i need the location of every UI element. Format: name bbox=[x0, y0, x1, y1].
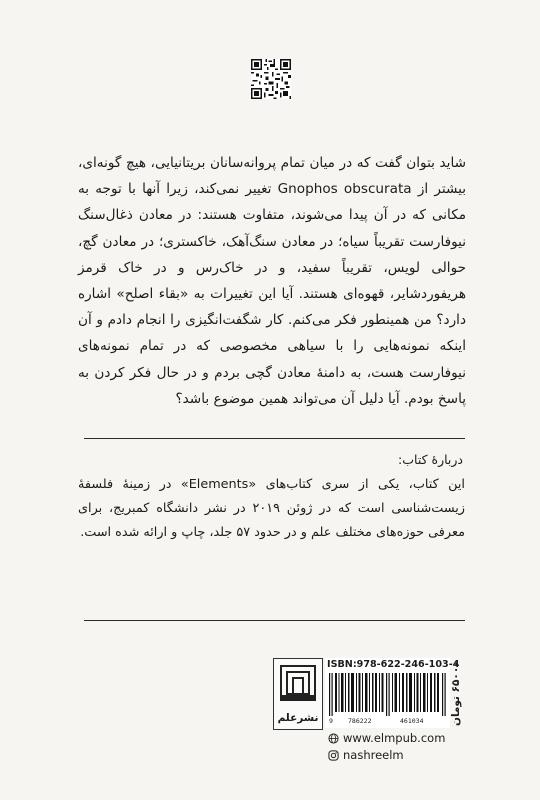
barcode-digits-right: 461034 bbox=[400, 717, 424, 725]
about-book-text: این کتاب، یکی از سری کتاب‌های «Elements» در زمینهٔ فلسفهٔ زیست‌شناسی است که در ژوئن ۲۰۱۹ در نشر دانشگاه کمبریج، برای معرفی حوزه‌های مختلف علم و در حدود ۵۷ جلد، چاپ و ارائه شده است. bbox=[78, 477, 465, 540]
publisher-logo-icon bbox=[280, 665, 316, 701]
back-cover-blurb: شاید بتوان گفت که در میان تمام پروانه‌سانان بریتانیایی، هیچ گونه‌ای، بیشتر از Gnophos obscurata تغییر نمی‌کند، زیرا آنها با توجه به مکانی که در آن پیدا می‌شوند، متفاوت هستند: در معادن ذغال‌سنگ نیوفارست تقریباً سیاه؛ در معادن سنگ‌آهک، خاکستری؛ در معادن گچ، حوالی لویس، تقریباً سفید، و در خاک‌رس و در خاک قرمز هریفوردشایر، قهوه‌ای هستند. آیا این تغییرات به «بقاء اصلح» اشاره دارد؟ من همینطور فکر می‌کنم. کار شگفت‌انگیزی را انجام دادم و آن اینکه نمونه‌هایی را با سیاهی مخصوصی که در تمام نمونه‌های نیوفارست هست، به دامنهٔ معادن گچی بردم و در حال فکر کردن به پاسخ بودم. آیا دلیل آن می‌تواند همین موضوع باشد؟ bbox=[78, 155, 466, 407]
website-url: www.elmpub.com bbox=[343, 731, 446, 745]
barcode-bars bbox=[329, 673, 447, 716]
section-divider bbox=[84, 620, 465, 621]
globe-icon bbox=[328, 733, 339, 744]
qr-code-icon bbox=[251, 59, 291, 99]
about-book-heading: دربارهٔ کتاب: bbox=[398, 452, 463, 467]
section-divider bbox=[84, 438, 465, 439]
instagram-icon bbox=[328, 750, 339, 761]
website-row bbox=[328, 730, 445, 746]
price-label: ۶۵۰۰۰ تومان bbox=[450, 660, 462, 726]
publisher-name: نشرعلم bbox=[277, 712, 319, 724]
barcode-digits bbox=[329, 717, 448, 727]
isbn-number: ISBN:978-622-246-103-4 bbox=[327, 659, 460, 670]
publisher-logo bbox=[273, 658, 323, 730]
instagram-row bbox=[328, 747, 404, 763]
instagram-handle: nashreelm bbox=[343, 748, 404, 762]
barcode-digit-lead: 9 bbox=[329, 717, 333, 725]
barcode-digits-left: 786222 bbox=[348, 717, 372, 725]
